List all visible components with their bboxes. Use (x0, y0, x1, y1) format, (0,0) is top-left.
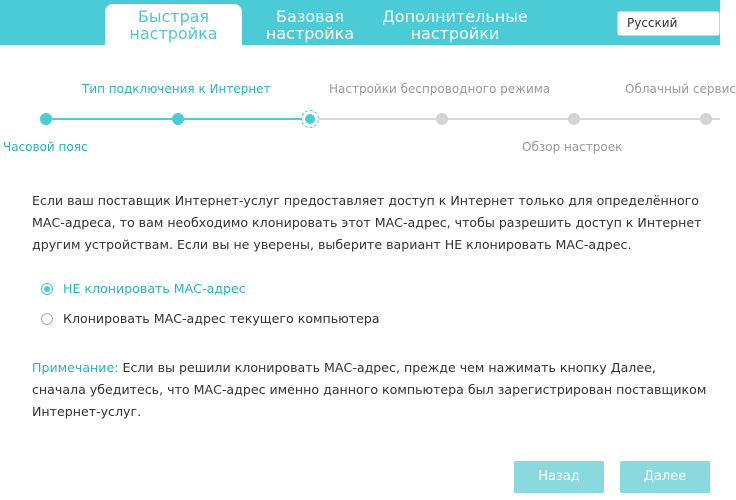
note-text: Если вы решили клонировать МАС-адрес, прежде чем нажимать кнопку Далее, сначала убедитесь, что МАС-адрес именно данного компьютера был зарегистрирован поставщиком Интернет-услуг. (32, 360, 707, 419)
tab-label-line2: настройка (129, 24, 218, 43)
tab-label-line1: Дополнительные (382, 7, 528, 26)
next-button[interactable]: Далее (620, 461, 710, 493)
progress-line-pending (310, 118, 720, 120)
top-navigation-bar (0, 0, 720, 45)
back-button[interactable]: Назад (514, 461, 604, 493)
setup-progress-steps (0, 60, 736, 170)
step-dot-2 (172, 113, 184, 125)
radio-unselected-icon[interactable] (41, 313, 53, 325)
tab-advanced-settings[interactable] (375, 4, 535, 45)
note-title: Примечание: (32, 360, 119, 375)
step-label-summary: Обзор настроек (522, 140, 623, 154)
step-dot-6 (700, 113, 712, 125)
option-label: НЕ клонировать МАС-адрес (63, 281, 246, 296)
note-block (32, 357, 712, 423)
step-label-connection-type: Тип подключения к Интернет (82, 82, 271, 96)
step-dot-5 (568, 113, 580, 125)
radio-selected-icon[interactable] (41, 283, 53, 295)
option-clone-current[interactable] (41, 311, 380, 326)
tab-label-line2: настройки (410, 24, 500, 43)
step-dot-4 (436, 113, 448, 125)
intro-text: Если ваш поставщик Интернет-услуг предоставляет доступ к Интернет только для определённого МАС-адреса, то вам необходимо клонировать этот МАС-адрес, чтобы разрешить доступ к Интернет другим устройствам. Если вы не уверены, выберите вариант НЕ клонировать МАС-адрес. (32, 193, 702, 252)
step-label-cloud: Облачный сервис (625, 82, 736, 96)
language-select[interactable]: Русский (617, 11, 720, 36)
step-dot-current (301, 110, 319, 128)
tab-label-line2: настройка (265, 24, 355, 43)
step-label-wireless: Настройки беспроводного режима (329, 82, 551, 96)
tab-label-line1: Базовая (276, 7, 344, 26)
tab-quick-setup[interactable] (105, 4, 242, 45)
option-do-not-clone[interactable] (41, 281, 246, 296)
tab-basic-settings[interactable] (250, 4, 370, 45)
step-dot-1 (40, 113, 52, 125)
tab-label-line1: Быстрая (137, 7, 210, 26)
option-label: Клонировать МАС-адрес текущего компьютера (63, 311, 380, 326)
step-label-timezone: Часовой пояс (3, 140, 88, 154)
